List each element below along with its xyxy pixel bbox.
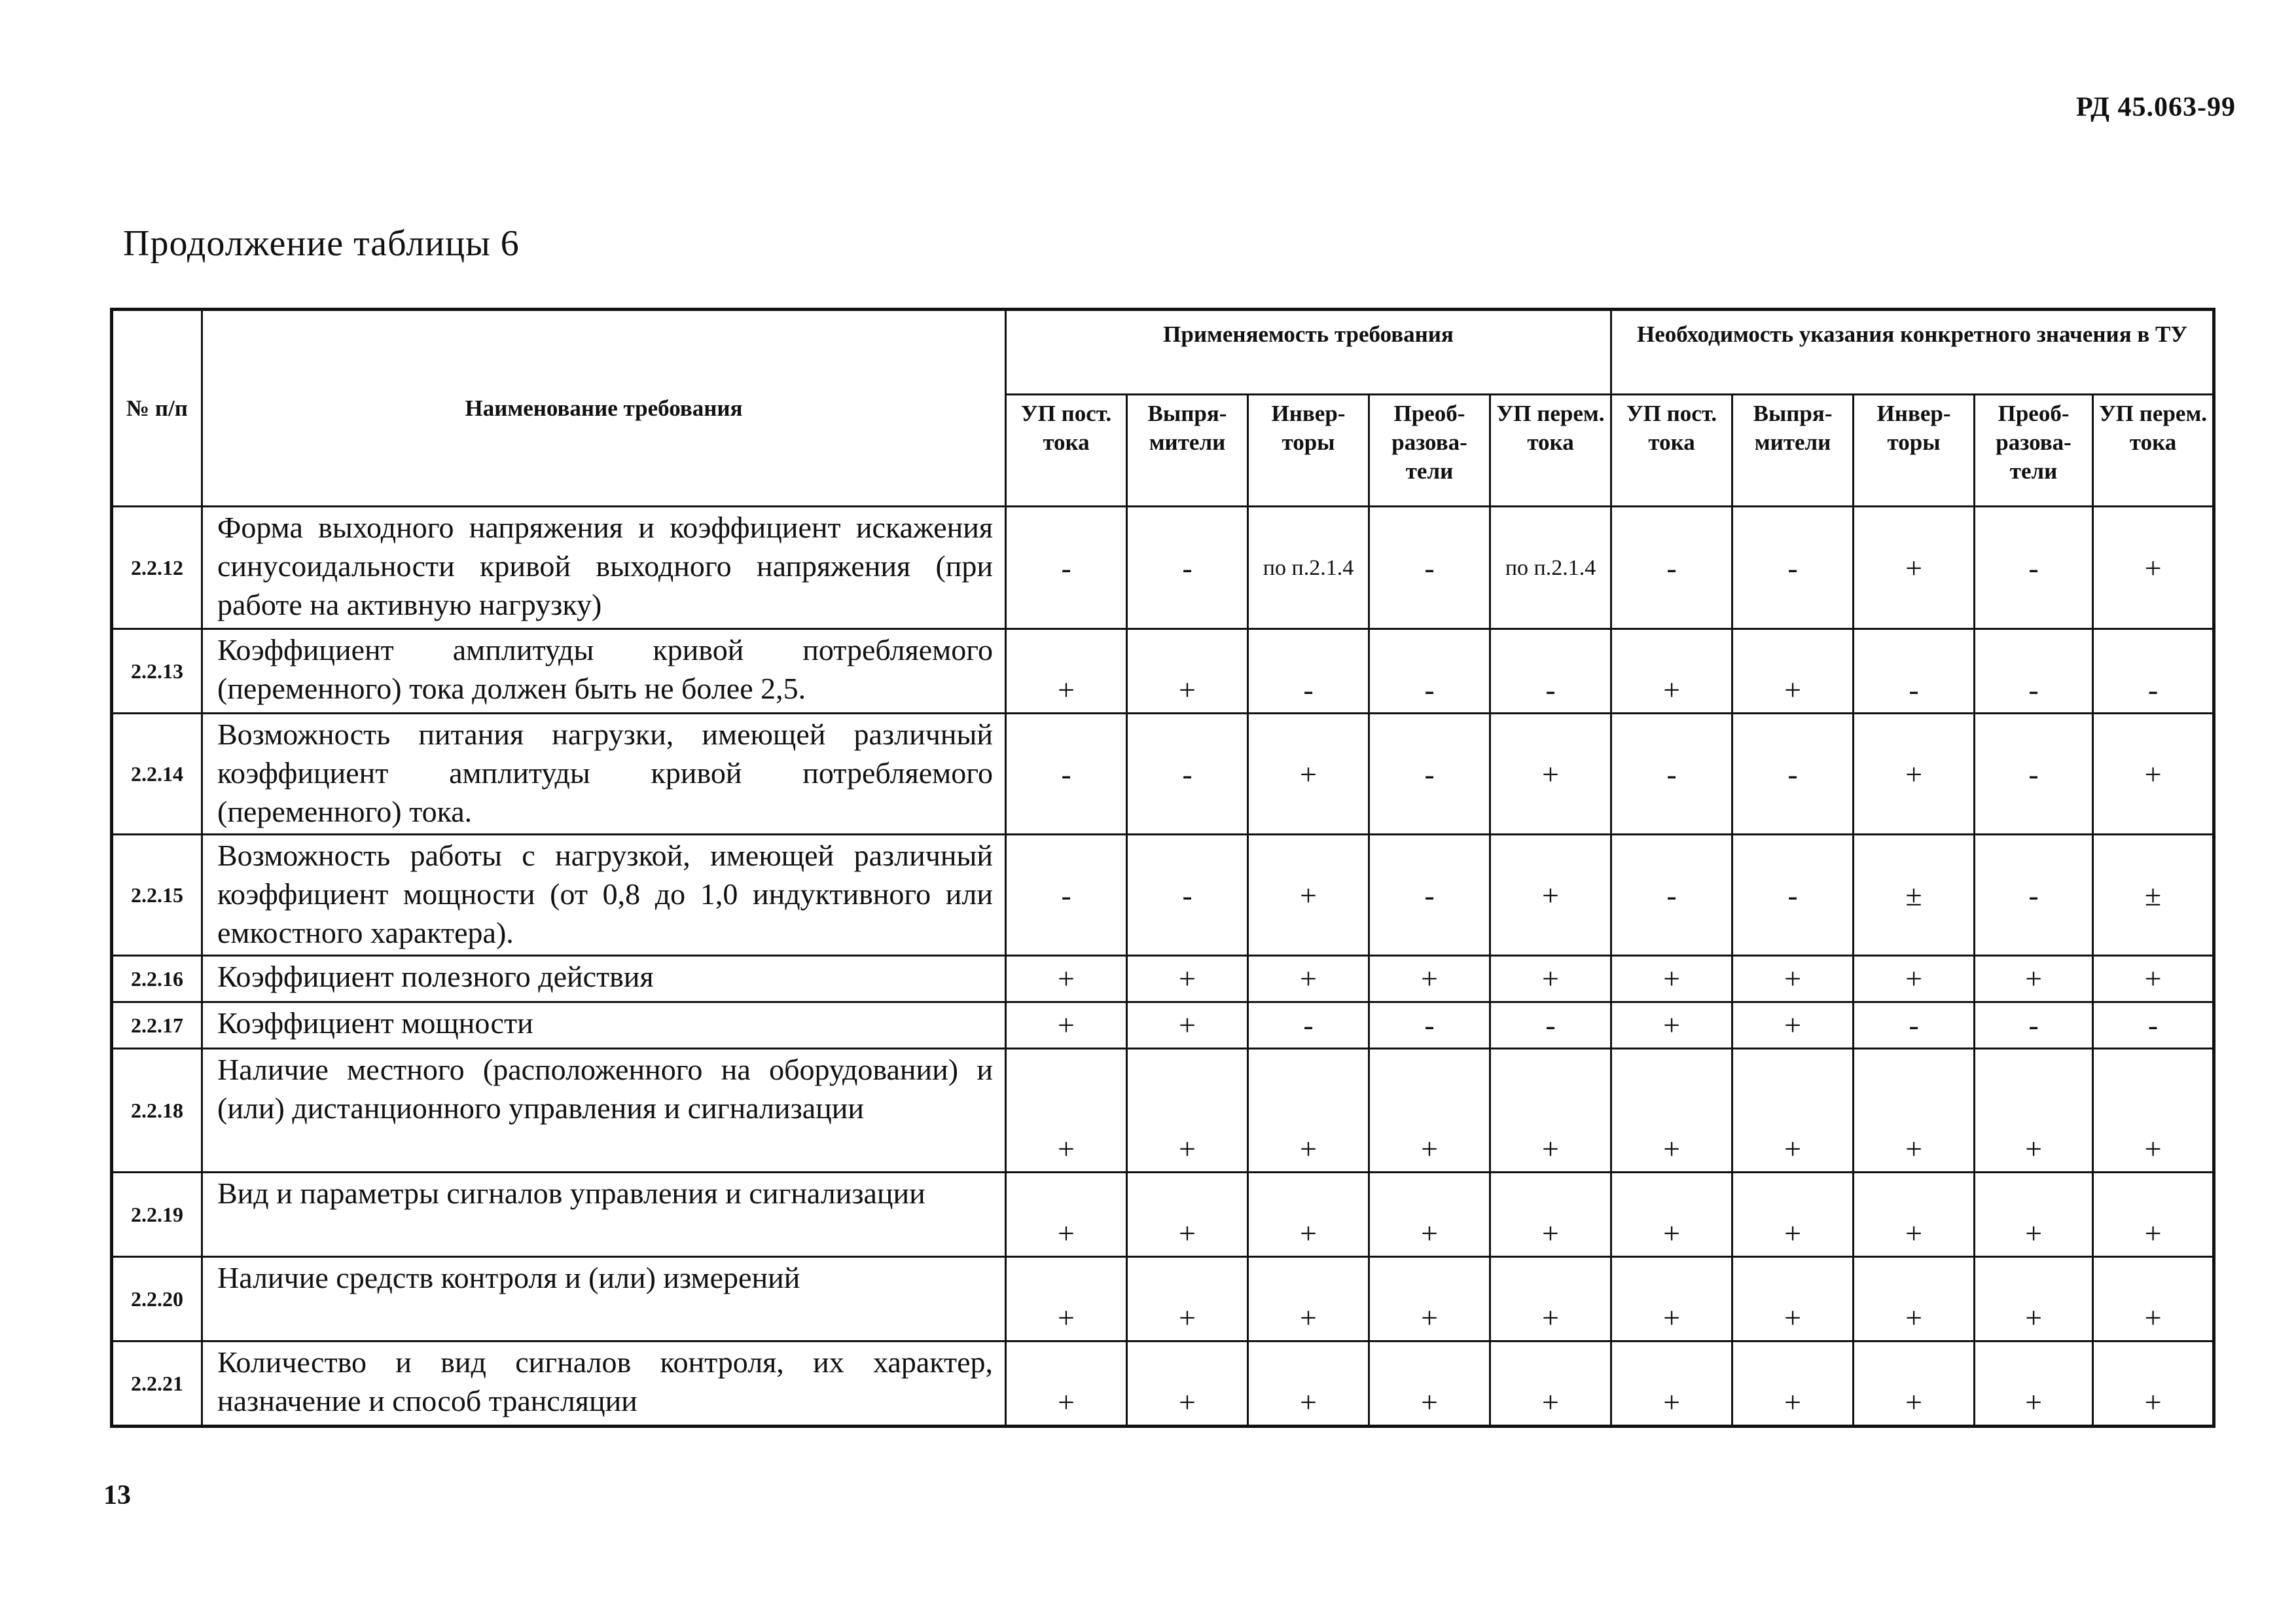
mark-cell: + — [1490, 1049, 1611, 1173]
mark-cell: - — [1975, 835, 2093, 956]
mark-cell: + — [1490, 956, 1611, 1002]
mark-cell: - — [1248, 629, 1369, 714]
subheader-converters: Преоб-разова-тели — [1369, 395, 1490, 507]
mark-cell: + — [2093, 1341, 2214, 1427]
mark-cell: + — [1854, 1173, 1975, 1257]
mark-cell: + — [1732, 1173, 1854, 1257]
mark-cell: + — [1369, 956, 1490, 1002]
mark-cell: + — [1732, 1341, 1854, 1427]
mark-cell: - — [1369, 629, 1490, 714]
mark-cell: - — [1732, 835, 1854, 956]
mark-cell: + — [1127, 1049, 1248, 1173]
mark-cell: + — [2093, 507, 2214, 629]
row-number: 2.2.17 — [112, 1002, 202, 1049]
page-number: 13 — [103, 1480, 131, 1510]
mark-cell: - — [1975, 507, 2093, 629]
table-row — [112, 714, 2214, 835]
row-number: 2.2.19 — [112, 1173, 202, 1257]
requirement-name: Коэффициент мощности — [202, 1002, 1006, 1049]
mark-cell: + — [1248, 1049, 1369, 1173]
mark-cell: - — [1611, 714, 1732, 835]
reference-cell: по п.2.1.4 — [1490, 507, 1611, 629]
mark-cell: + — [1490, 1257, 1611, 1341]
mark-cell: + — [1248, 956, 1369, 1002]
mark-cell: ± — [2093, 835, 2214, 956]
mark-cell: + — [1369, 1341, 1490, 1427]
mark-cell: + — [1611, 1002, 1732, 1049]
mark-cell: - — [1975, 714, 2093, 835]
mark-cell: + — [2093, 1173, 2214, 1257]
mark-cell: + — [1490, 714, 1611, 835]
mark-cell: - — [1006, 835, 1127, 956]
mark-cell: - — [1248, 1002, 1369, 1049]
mark-cell: - — [1369, 1002, 1490, 1049]
mark-cell: - — [1369, 835, 1490, 956]
requirement-name: Вид и параметры сигналов управления и сигнализации — [202, 1173, 1006, 1257]
mark-cell: + — [1490, 1173, 1611, 1257]
mark-cell: - — [1854, 1002, 1975, 1049]
mark-cell: + — [1732, 629, 1854, 714]
mark-cell: + — [2093, 956, 2214, 1002]
mark-cell: + — [1490, 1341, 1611, 1427]
mark-cell: - — [1732, 507, 1854, 629]
mark-cell: + — [1006, 1173, 1127, 1257]
mark-cell: + — [1854, 1049, 1975, 1173]
mark-cell: + — [1975, 1257, 2093, 1341]
mark-cell: - — [1006, 507, 1127, 629]
mark-cell: + — [1975, 1173, 2093, 1257]
mark-cell: - — [1127, 835, 1248, 956]
table-row — [112, 1002, 2214, 1049]
mark-cell: + — [1369, 1173, 1490, 1257]
mark-cell: + — [1854, 507, 1975, 629]
mark-cell: + — [1248, 835, 1369, 956]
mark-cell: + — [1611, 1257, 1732, 1341]
mark-cell: ± — [1854, 835, 1975, 956]
mark-cell: + — [1127, 956, 1248, 1002]
mark-cell: + — [1248, 1257, 1369, 1341]
mark-cell: + — [1248, 1173, 1369, 1257]
mark-cell: + — [1127, 1341, 1248, 1427]
mark-cell: + — [2093, 1049, 2214, 1173]
subheader-inverters: Инвер-торы — [1248, 395, 1369, 507]
mark-cell: - — [1611, 507, 1732, 629]
requirement-name: Коэффициент амплитуды кривой потребляемого (переменного) тока должен быть не более 2,5. — [202, 629, 1006, 714]
mark-cell: - — [1732, 714, 1854, 835]
mark-cell: - — [1611, 835, 1732, 956]
reference-cell: по п.2.1.4 — [1248, 507, 1369, 629]
requirement-name: Возможность питания нагрузки, имеющей различный коэффициент амплитуды кривой потребляемого (переменного) тока. — [202, 714, 1006, 835]
mark-cell: - — [1490, 1002, 1611, 1049]
subheader-up-dc-2: УП пост. тока — [1611, 395, 1732, 507]
requirement-name: Наличие местного (расположенного на оборудовании) и (или) дистанционного управления и сигнализации — [202, 1049, 1006, 1173]
requirements-table — [110, 308, 2215, 1428]
header-applicability: Применяемость требования — [1006, 310, 1611, 395]
mark-cell: - — [1490, 629, 1611, 714]
mark-cell: + — [1975, 956, 2093, 1002]
mark-cell: + — [1732, 1257, 1854, 1341]
row-number: 2.2.16 — [112, 956, 202, 1002]
mark-cell: + — [1006, 629, 1127, 714]
mark-cell: + — [1611, 1049, 1732, 1173]
row-number: 2.2.14 — [112, 714, 202, 835]
mark-cell: + — [1248, 714, 1369, 835]
mark-cell: + — [1854, 1341, 1975, 1427]
mark-cell: + — [1369, 1257, 1490, 1341]
mark-cell: + — [1611, 1341, 1732, 1427]
header-num: № п/п — [112, 310, 202, 507]
mark-cell: - — [1369, 714, 1490, 835]
table-caption: Продолжение таблицы 6 — [123, 223, 520, 264]
mark-cell: - — [1975, 629, 2093, 714]
mark-cell: - — [2093, 1002, 2214, 1049]
subheader-rectifiers-2: Выпря-мители — [1732, 395, 1854, 507]
table-row — [112, 1173, 2214, 1257]
mark-cell: + — [1611, 956, 1732, 1002]
mark-cell: + — [1732, 1049, 1854, 1173]
mark-cell: + — [1127, 1002, 1248, 1049]
mark-cell: + — [1854, 956, 1975, 1002]
requirement-name: Количество и вид сигналов контроля, их характер, назначение и способ трансляции — [202, 1341, 1006, 1427]
mark-cell: - — [1127, 507, 1248, 629]
document-code: РД 45.063-99 — [2075, 92, 2236, 122]
mark-cell: - — [1006, 714, 1127, 835]
mark-cell: + — [1006, 1341, 1127, 1427]
row-number: 2.2.12 — [112, 507, 202, 629]
mark-cell: + — [1611, 629, 1732, 714]
mark-cell: + — [1732, 1002, 1854, 1049]
requirement-name: Коэффициент полезного действия — [202, 956, 1006, 1002]
mark-cell: + — [2093, 1257, 2214, 1341]
mark-cell: + — [1127, 1257, 1248, 1341]
subheader-converters-2: Преоб-разова-тели — [1975, 395, 2093, 507]
mark-cell: + — [1732, 956, 1854, 1002]
mark-cell: - — [1854, 629, 1975, 714]
mark-cell: - — [1127, 714, 1248, 835]
mark-cell: + — [1854, 714, 1975, 835]
header-specification: Необходимость указания конкретного значения в ТУ — [1611, 310, 2214, 395]
mark-cell: - — [1975, 1002, 2093, 1049]
row-number: 2.2.20 — [112, 1257, 202, 1341]
mark-cell: + — [1006, 956, 1127, 1002]
table-row — [112, 956, 2214, 1002]
row-number: 2.2.21 — [112, 1341, 202, 1427]
mark-cell: + — [1006, 1049, 1127, 1173]
subheader-up-dc: УП пост. тока — [1006, 395, 1127, 507]
mark-cell: + — [1611, 1173, 1732, 1257]
mark-cell: + — [2093, 714, 2214, 835]
table-row — [112, 1341, 2214, 1427]
subheader-up-ac-2: УП перем. тока — [2093, 395, 2214, 507]
table-row — [112, 835, 2214, 956]
mark-cell: + — [1975, 1341, 2093, 1427]
mark-cell: + — [1006, 1002, 1127, 1049]
subheader-up-ac: УП перем. тока — [1490, 395, 1611, 507]
subheader-rectifiers: Выпря-мители — [1127, 395, 1248, 507]
mark-cell: - — [1369, 507, 1490, 629]
requirement-name: Возможность работы с нагрузкой, имеющей различный коэффициент мощности (от 0,8 до 1,0 индуктивного или емкостного характера). — [202, 835, 1006, 956]
mark-cell: + — [1369, 1049, 1490, 1173]
table-row — [112, 1257, 2214, 1341]
row-number: 2.2.13 — [112, 629, 202, 714]
subheader-inverters-2: Инвер-торы — [1854, 395, 1975, 507]
table-row — [112, 507, 2214, 629]
mark-cell: + — [1248, 1341, 1369, 1427]
mark-cell: + — [1006, 1257, 1127, 1341]
table-row — [112, 1049, 2214, 1173]
mark-cell: + — [1975, 1049, 2093, 1173]
table-row — [112, 629, 2214, 714]
row-number: 2.2.15 — [112, 835, 202, 956]
mark-cell: - — [2093, 629, 2214, 714]
mark-cell: + — [1854, 1257, 1975, 1341]
header-name: Наименование требования — [202, 310, 1006, 507]
requirement-name: Наличие средств контроля и (или) измерений — [202, 1257, 1006, 1341]
mark-cell: + — [1127, 629, 1248, 714]
requirement-name: Форма выходного напряжения и коэффициент искажения синусоидальности кривой выходного напряжения (при работе на активную нагрузку) — [202, 507, 1006, 629]
mark-cell: + — [1127, 1173, 1248, 1257]
row-number: 2.2.18 — [112, 1049, 202, 1173]
mark-cell: + — [1490, 835, 1611, 956]
